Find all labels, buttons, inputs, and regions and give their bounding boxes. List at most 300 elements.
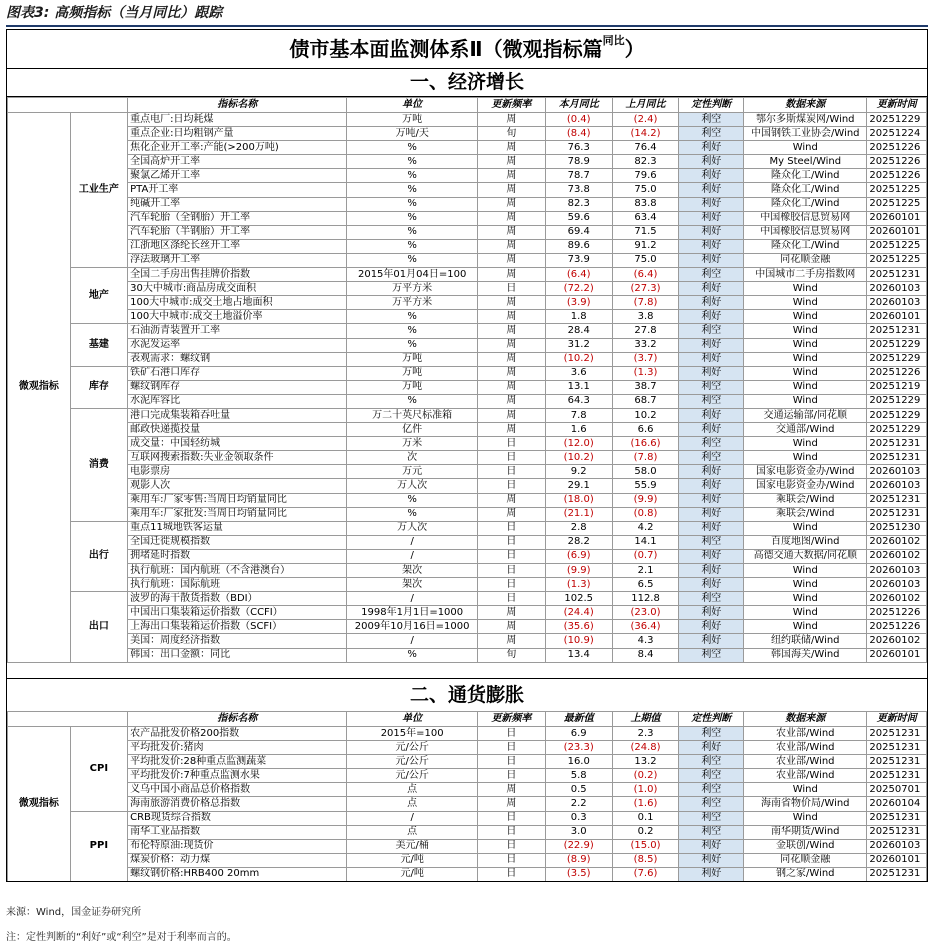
indicator-name: 乘用车:厂家批发:当周日均销量同比	[128, 507, 347, 521]
data-source: 交通部/Wind	[744, 423, 867, 437]
frequency: 周	[477, 310, 545, 324]
table-row	[8, 408, 927, 422]
value-previous: 55.9	[612, 479, 679, 493]
update-date: 20251229	[867, 408, 927, 422]
column-header: 单位	[347, 712, 478, 727]
data-source: Wind	[744, 564, 867, 578]
indicator-name: 平均批发价:28种重点监测蔬菜	[128, 755, 347, 769]
update-date: 20251225	[867, 253, 927, 267]
judgment: 利空	[679, 113, 744, 127]
unit: 架次	[347, 578, 478, 592]
value-current: 89.6	[545, 239, 612, 253]
column-header: 上月同比	[612, 98, 679, 113]
unit: /	[347, 535, 478, 549]
frequency: 周	[477, 155, 545, 169]
unit: %	[347, 197, 478, 211]
judgment: 利好	[679, 606, 744, 620]
frequency: 周	[477, 620, 545, 634]
unit: 万元	[347, 465, 478, 479]
indicator-name: 执行航班：国内航班（不含港澳台）	[128, 564, 347, 578]
data-source: 交通运输部/同花顺	[744, 408, 867, 422]
value-current: 31.2	[545, 338, 612, 352]
frequency: 周	[477, 253, 545, 267]
frequency: 周	[477, 352, 545, 366]
table-row	[8, 451, 927, 465]
unit: %	[347, 169, 478, 183]
table-row	[8, 423, 927, 437]
value-previous: 75.0	[612, 183, 679, 197]
column-header: 指标名称	[128, 98, 347, 113]
data-source: 隆众化工/Wind	[744, 169, 867, 183]
title-rule	[6, 25, 928, 27]
indicator-name: 布伦特原油:现货价	[128, 839, 347, 853]
update-date: 20251231	[867, 727, 927, 741]
value-current: 28.2	[545, 535, 612, 549]
indicator-name: 拥堵延时指数	[128, 549, 347, 563]
update-date: 20251226	[867, 606, 927, 620]
data-source: 农业部/Wind	[744, 727, 867, 741]
update-date: 20260103	[867, 578, 927, 592]
unit: 元/公斤	[347, 769, 478, 783]
value-previous: 79.6	[612, 169, 679, 183]
value-previous: 10.2	[612, 408, 679, 422]
frequency: 周	[477, 394, 545, 408]
economic-growth-table	[7, 97, 927, 663]
value-current: 59.6	[545, 211, 612, 225]
frequency: 日	[477, 549, 545, 563]
update-date: 20260104	[867, 797, 927, 811]
table-row	[8, 606, 927, 620]
indicator-name: 全国二手房出售挂牌价指数	[128, 268, 347, 282]
update-date: 20260101	[867, 225, 927, 239]
frequency: 日	[477, 592, 545, 606]
judgment: 利好	[679, 296, 744, 310]
judgment: 利空	[679, 324, 744, 338]
frequency: 日	[477, 825, 545, 839]
indicator-name: PTA开工率	[128, 183, 347, 197]
update-date: 20260102	[867, 549, 927, 563]
data-source: Wind	[744, 366, 867, 380]
frequency: 日	[477, 282, 545, 296]
unit: 万平方米	[347, 282, 478, 296]
value-current: 1.6	[545, 423, 612, 437]
judgment: 利空	[679, 451, 744, 465]
group-label: CPI	[70, 727, 127, 812]
value-current: (72.2)	[545, 282, 612, 296]
frequency: 日	[477, 521, 545, 535]
value-previous: (3.7)	[612, 352, 679, 366]
table-row	[8, 634, 927, 648]
update-date: 20251231	[867, 755, 927, 769]
data-source: Wind	[744, 296, 867, 310]
value-current: (10.2)	[545, 451, 612, 465]
frequency: 周	[477, 783, 545, 797]
value-current: 73.8	[545, 183, 612, 197]
indicator-name: 100大中城市:成交土地占地面积	[128, 296, 347, 310]
column-header: 数据来源	[744, 712, 867, 727]
unit: 万吨	[347, 366, 478, 380]
update-date: 20251226	[867, 155, 927, 169]
value-current: 2.8	[545, 521, 612, 535]
judgment: 利好	[679, 310, 744, 324]
value-previous: (36.4)	[612, 620, 679, 634]
indicator-name: 30大中城市:商品房成交面积	[128, 282, 347, 296]
data-source: 隆众化工/Wind	[744, 239, 867, 253]
data-source: 农业部/Wind	[744, 769, 867, 783]
judgment: 利空	[679, 825, 744, 839]
value-current: (12.0)	[545, 437, 612, 451]
update-date: 20251229	[867, 352, 927, 366]
frequency: 旬	[477, 127, 545, 141]
judgment: 利好	[679, 423, 744, 437]
judgment: 利好	[679, 634, 744, 648]
update-date: 20251231	[867, 437, 927, 451]
indicator-name: 南华工业品指数	[128, 825, 347, 839]
data-source: 钢之家/Wind	[744, 867, 867, 881]
judgment: 利好	[679, 338, 744, 352]
unit: %	[347, 507, 478, 521]
unit: 2015年=100	[347, 727, 478, 741]
table-row	[8, 268, 927, 282]
column-header: 更新时间	[867, 98, 927, 113]
frequency: 周	[477, 324, 545, 338]
table-row	[8, 727, 927, 741]
column-header: 更新频率	[477, 712, 545, 727]
unit: 次	[347, 451, 478, 465]
value-current: 76.3	[545, 141, 612, 155]
value-current: 5.8	[545, 769, 612, 783]
frequency: 周	[477, 423, 545, 437]
group-label: PPI	[70, 811, 127, 881]
frequency: 周	[477, 507, 545, 521]
value-current: (22.9)	[545, 839, 612, 853]
value-previous: (7.8)	[612, 451, 679, 465]
value-current: (23.3)	[545, 741, 612, 755]
update-date: 20250701	[867, 783, 927, 797]
unit: 元/吨	[347, 867, 478, 881]
data-source: Wind	[744, 352, 867, 366]
value-previous: (0.8)	[612, 507, 679, 521]
value-previous: 38.7	[612, 380, 679, 394]
indicator-name: 平均批发价:7种重点监测水果	[128, 769, 347, 783]
judgment: 利好	[679, 853, 744, 867]
value-current: (9.9)	[545, 564, 612, 578]
value-previous: 6.6	[612, 423, 679, 437]
value-current: (1.3)	[545, 578, 612, 592]
data-source: 同花顺金融	[744, 253, 867, 267]
value-previous: 83.8	[612, 197, 679, 211]
unit: 亿件	[347, 423, 478, 437]
table-row	[8, 797, 927, 811]
table-row	[8, 465, 927, 479]
indicator-name: 汽车轮胎（全钢胎）开工率	[128, 211, 347, 225]
value-current: 102.5	[545, 592, 612, 606]
update-date: 20251219	[867, 380, 927, 394]
indicator-name: 农产品批发价格200指数	[128, 727, 347, 741]
value-previous: (0.2)	[612, 769, 679, 783]
table-row	[8, 769, 927, 783]
data-source: Wind	[744, 394, 867, 408]
value-current: 6.9	[545, 727, 612, 741]
update-date: 20251226	[867, 169, 927, 183]
value-current: 7.8	[545, 408, 612, 422]
update-date: 20251231	[867, 324, 927, 338]
table-row	[8, 507, 927, 521]
value-current: (10.2)	[545, 352, 612, 366]
value-previous: (0.7)	[612, 549, 679, 563]
update-date: 20260101	[867, 853, 927, 867]
update-date: 20251231	[867, 493, 927, 507]
table-row	[8, 141, 927, 155]
value-current: 16.0	[545, 755, 612, 769]
value-previous: 58.0	[612, 465, 679, 479]
unit: %	[347, 310, 478, 324]
frequency: 日	[477, 564, 545, 578]
judgment: 利好	[679, 493, 744, 507]
value-current: 13.4	[545, 648, 612, 662]
value-previous: (24.8)	[612, 741, 679, 755]
data-source: 农业部/Wind	[744, 741, 867, 755]
value-previous: 0.1	[612, 811, 679, 825]
table-row	[8, 366, 927, 380]
indicator-name: 中国出口集装箱运价指数（CCFI）	[128, 606, 347, 620]
update-date: 20251226	[867, 620, 927, 634]
value-current: 1.8	[545, 310, 612, 324]
value-previous: (7.6)	[612, 867, 679, 881]
value-current: 0.3	[545, 811, 612, 825]
value-previous: (7.8)	[612, 296, 679, 310]
column-header: 单位	[347, 98, 478, 113]
update-date: 20251229	[867, 394, 927, 408]
frequency: 周	[477, 408, 545, 422]
data-source: Wind	[744, 324, 867, 338]
update-date: 20251229	[867, 113, 927, 127]
value-previous: 75.0	[612, 253, 679, 267]
value-previous: (15.0)	[612, 839, 679, 853]
unit: %	[347, 324, 478, 338]
header-blank	[8, 712, 128, 727]
value-previous: 2.1	[612, 564, 679, 578]
value-current: (8.4)	[545, 127, 612, 141]
value-previous: (16.6)	[612, 437, 679, 451]
judgment: 利好	[679, 282, 744, 296]
indicator-name: 海南旅游消费价格总指数	[128, 797, 347, 811]
judgment: 利空	[679, 648, 744, 662]
judgment: 利好	[679, 253, 744, 267]
value-previous: (8.5)	[612, 853, 679, 867]
indicator-name: 水泥发运率	[128, 338, 347, 352]
category-label: 微观指标	[8, 113, 71, 663]
value-current: (18.0)	[545, 493, 612, 507]
unit: 美元/桶	[347, 839, 478, 853]
value-current: 73.9	[545, 253, 612, 267]
judgment: 利空	[679, 797, 744, 811]
unit: 点	[347, 783, 478, 797]
frequency: 日	[477, 741, 545, 755]
value-previous: 71.5	[612, 225, 679, 239]
update-date: 20260103	[867, 282, 927, 296]
inflation-table	[7, 711, 927, 882]
indicator-name: 石油沥青装置开工率	[128, 324, 347, 338]
data-source: 高德交通大数据/同花顺	[744, 549, 867, 563]
value-previous: (23.0)	[612, 606, 679, 620]
value-previous: 68.7	[612, 394, 679, 408]
update-date: 20251225	[867, 239, 927, 253]
table-row	[8, 394, 927, 408]
judgment: 利好	[679, 741, 744, 755]
judgment: 利好	[679, 867, 744, 881]
judgment: 利空	[679, 380, 744, 394]
indicator-name: 螺纹钢价格:HRB400 20mm	[128, 867, 347, 881]
main-title-tail: ）	[624, 37, 645, 61]
unit: 点	[347, 797, 478, 811]
judgment: 利好	[679, 197, 744, 211]
frequency: 日	[477, 769, 545, 783]
table-row	[8, 338, 927, 352]
judgment: 利好	[679, 183, 744, 197]
value-current: (0.4)	[545, 113, 612, 127]
unit: 万吨	[347, 380, 478, 394]
value-current: 3.6	[545, 366, 612, 380]
header-row	[8, 712, 927, 727]
value-previous: 33.2	[612, 338, 679, 352]
judgment: 利好	[679, 839, 744, 853]
unit: 万吨/天	[347, 127, 478, 141]
value-previous: (9.9)	[612, 493, 679, 507]
indicator-name: 韩国：出口金额：同比	[128, 648, 347, 662]
update-date: 20260102	[867, 634, 927, 648]
data-source: Wind	[744, 380, 867, 394]
column-header: 最新值	[545, 712, 612, 727]
table-row	[8, 239, 927, 253]
table-row	[8, 549, 927, 563]
table-row	[8, 783, 927, 797]
value-current: (24.4)	[545, 606, 612, 620]
frequency: 旬	[477, 648, 545, 662]
value-current: (21.1)	[545, 507, 612, 521]
group-label: 出行	[70, 521, 127, 591]
value-previous: (2.4)	[612, 113, 679, 127]
indicator-name: 煤炭价格：动力煤	[128, 853, 347, 867]
judgment: 利好	[679, 620, 744, 634]
indicator-name: 互联网搜索指数:失业金领取条件	[128, 451, 347, 465]
update-date: 20260103	[867, 296, 927, 310]
judgment: 利好	[679, 211, 744, 225]
data-source: 纽约联储/Wind	[744, 634, 867, 648]
value-previous: 63.4	[612, 211, 679, 225]
indicator-name: 重点企业:日均粗钢产量	[128, 127, 347, 141]
value-current: 64.3	[545, 394, 612, 408]
group-label: 出口	[70, 592, 127, 662]
data-source: Wind	[744, 451, 867, 465]
data-source: Wind	[744, 141, 867, 155]
value-previous: (1.6)	[612, 797, 679, 811]
data-source: Wind	[744, 783, 867, 797]
group-label: 库存	[70, 366, 127, 408]
unit: %	[347, 141, 478, 155]
data-source: Wind	[744, 620, 867, 634]
value-current: 28.4	[545, 324, 612, 338]
column-header: 更新时间	[867, 712, 927, 727]
indicator-name: 江浙地区涤纶长丝开工率	[128, 239, 347, 253]
unit: 万二十英尺标准箱	[347, 408, 478, 422]
value-current: (3.5)	[545, 867, 612, 881]
update-date: 20260103	[867, 465, 927, 479]
table-row	[8, 352, 927, 366]
value-previous: 6.5	[612, 578, 679, 592]
group-label: 基建	[70, 324, 127, 366]
figure-title: 图表3: 高频指标（当月同比）跟踪	[6, 5, 223, 21]
data-source: Wind	[744, 606, 867, 620]
unit: %	[347, 155, 478, 169]
judgment: 利空	[679, 727, 744, 741]
value-current: (35.6)	[545, 620, 612, 634]
monitor-table-frame	[6, 29, 928, 882]
data-source: 隆众化工/Wind	[744, 183, 867, 197]
indicator-name: 汽车轮胎（半钢胎）开工率	[128, 225, 347, 239]
source-note: 来源：Wind，国金证券研究所	[6, 907, 142, 918]
table-row	[8, 825, 927, 839]
unit: 点	[347, 825, 478, 839]
unit: %	[347, 225, 478, 239]
value-current: 9.2	[545, 465, 612, 479]
judgment: 利好	[679, 408, 744, 422]
table-row	[8, 113, 927, 127]
data-source: 中国钢铁工业协会/Wind	[744, 127, 867, 141]
frequency: 周	[477, 141, 545, 155]
frequency: 日	[477, 867, 545, 881]
table-row	[8, 521, 927, 535]
unit: 元/吨	[347, 853, 478, 867]
frequency: 日	[477, 479, 545, 493]
unit: /	[347, 811, 478, 825]
main-title-text: 债市基本面监测体系Ⅱ（微观指标篇	[289, 37, 603, 61]
table-row	[8, 324, 927, 338]
frequency: 周	[477, 338, 545, 352]
table-row	[8, 225, 927, 239]
update-date: 20251225	[867, 183, 927, 197]
frequency: 周	[477, 268, 545, 282]
update-date: 20251229	[867, 338, 927, 352]
data-source: 中国城市二手房指数网	[744, 268, 867, 282]
definition-note: 注：定性判断的“利好”或“利空”是对于利率而言的。	[6, 932, 237, 943]
section-inflation-title: 二、通货膨胀	[7, 678, 927, 712]
update-date: 20251226	[867, 141, 927, 155]
indicator-name: 聚氯乙烯开工率	[128, 169, 347, 183]
judgment: 利好	[679, 507, 744, 521]
main-title	[7, 30, 927, 69]
value-current: 29.1	[545, 479, 612, 493]
frequency: 周	[477, 197, 545, 211]
indicator-name: 波罗的海干散货指数（BDI）	[128, 592, 347, 606]
update-date: 20251231	[867, 811, 927, 825]
judgment: 利空	[679, 437, 744, 451]
indicator-name: 螺纹钢库存	[128, 380, 347, 394]
update-date: 20260103	[867, 479, 927, 493]
unit: 万吨	[347, 113, 478, 127]
unit: 2015年01月04日=100	[347, 268, 478, 282]
frequency: 周	[477, 239, 545, 253]
judgment: 利好	[679, 479, 744, 493]
data-source: 乘联会/Wind	[744, 507, 867, 521]
unit: 万米	[347, 437, 478, 451]
judgment: 利好	[679, 465, 744, 479]
indicator-name: 执行航班：国际航班	[128, 578, 347, 592]
data-source: 韩国海关/Wind	[744, 648, 867, 662]
group-label: 地产	[70, 268, 127, 324]
indicator-name: 义乌中国小商品总价格指数	[128, 783, 347, 797]
value-previous: (1.3)	[612, 366, 679, 380]
